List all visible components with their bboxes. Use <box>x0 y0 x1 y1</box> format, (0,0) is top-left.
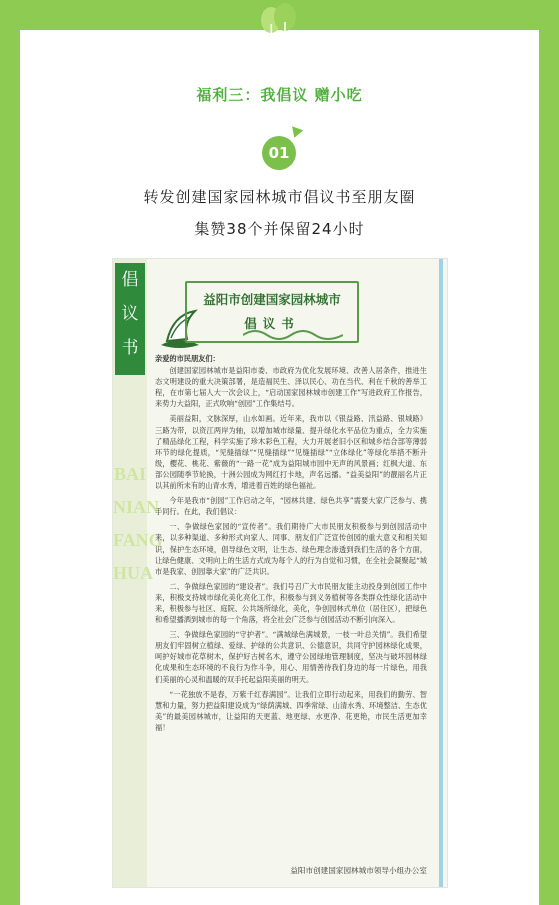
paragraph: 今年是我市“创园”工作启动之年，“园林共建、绿色共享”需要大家广泛参与、携手同行。在此，我们倡议： <box>155 496 427 517</box>
document-signature: 益阳市创建国家园林城市领导小组办公室 <box>290 866 427 875</box>
trees-icon <box>258 2 300 46</box>
paragraph: 二、争做绿色家园的“建设者”。我们号召广大市民朋友能主动投身到创园工作中来，积极支持城市绿化美化亮化工作，积极参与到义务植树等各类群众性绿化活动中来，积极参与社区、庭院、公共场所绿化，美化，争创园林式单位（居住区），把绿色和希望播洒到城市的每一个角落，将全社会广泛参与创园活动不断引向深入。 <box>155 581 427 625</box>
pinyin-word: NIAN <box>113 497 160 517</box>
paragraph: 三、争做绿色家园的“守护者”。“满城绿色满城景，一枝一叶总关情”。我们希望朋友们牢固树立植绿、爱绿、护绿的公共意识、公德意识，共同守护园林绿化成果，呵护好城市花草树木，保护好古树名木，遵守公园绿地管理制度，坚决与破坏园林绿化成果和生态环境的不良行为作斗争，用心、用情善待我们身边的每一片绿色，用我们美丽的心灵和温暖的双手托起益阳美丽的明天。 <box>155 630 427 684</box>
paragraph: 美丽益阳，文脉深厚，山水如画。近年来，我市以《银益路、汛益路、银城路》三路为带，以资江两岸为轴，以增加城市绿量、提升绿化水平品位为重点，全力实施了精品绿化工程，科学实施了珍木彩色工程，大力开展老旧小区和城乡结合部等薄弱环节的绿化提质，“见缝插绿”“见缝插绿”“见缝插绿”“立体绿化”等绿化举措不断升级，樱花、桃花、紫薇的“一路一花”成为益阳城市园中无声的风景画；红枫大道、东部公园随季节轮换，十洲公园成为网红打卡地，声名远播。“益美益阳”的靓丽名片正以其前所未有的山青水秀，增进着百姓的绿色福祉。 <box>155 414 427 491</box>
side-title-char: 议 <box>121 304 139 324</box>
document-sidebar <box>113 259 163 887</box>
document-subtitle: 倡议书 <box>244 316 300 331</box>
document-body <box>155 353 427 737</box>
paragraph: 创建国家园林城市是益阳市委、市政府为优化发展环境、改善人居条件，推进生态文明建设的重大决策部署，是造福民生、泽以民心、功在当代、利在千秋的善举工程，在市第七届人大一次会议上，“启动国家园林城市创建工作”写进政府工作报告，来势力大益阳，正式吹响“创园”工作集结号。 <box>155 366 427 409</box>
salutation: 亲爱的市民朋友们： <box>155 354 220 363</box>
pinyin-word: HUA <box>113 563 153 583</box>
instruction-line-2: 集赞38个并保留24小时 <box>194 220 365 238</box>
side-title-char: 书 <box>121 338 139 358</box>
side-title-box <box>115 263 145 375</box>
proposal-document-image <box>112 258 448 888</box>
side-pinyin <box>113 464 163 583</box>
document-right-bar <box>439 259 443 887</box>
document-title: 益阳市创建国家园林城市 <box>203 292 341 307</box>
pinyin-word: BAI <box>113 464 146 484</box>
wave-decoration <box>243 327 343 343</box>
pinyin-word: FANG <box>113 530 163 550</box>
side-title-char: 倡 <box>121 270 139 290</box>
instruction-line-1: 转发创建国家园林城市倡议书至朋友圈 <box>143 188 416 206</box>
paragraph: 一、争做绿色家园的“宣传者”。我们期待广大市民朋友积极参与到创园活动中来，以多种渠道、多种形式向家人、同事、朋友们广泛宣传创园的重大意义和相关知识，保护生态环境，倡导绿色文明，让生态、绿色理念渗透到我们生活的各个方面，让绿色健康、文明向上的生活方式成为每个人的行为自觉和习惯，在全社会凝聚起“城市是我家、创园靠大家”的广泛共识。 <box>155 522 427 576</box>
step-number-badge: 01 <box>262 136 296 170</box>
paragraph: “一花独放不是春，万紫千红春满园”。让我们立即行动起来，用我们的勤劳、智慧和力量，努力把益阳建设成为“绿荫满城、四季常绿、山清水秀、环境整洁、生态优美”的最美园林城市，让益阳的天更蓝、地更绿、水更净、花更艳，市民生活更加幸福！ <box>155 689 427 732</box>
page-heading: 福利三：我倡议 赠小吃 <box>196 86 363 104</box>
